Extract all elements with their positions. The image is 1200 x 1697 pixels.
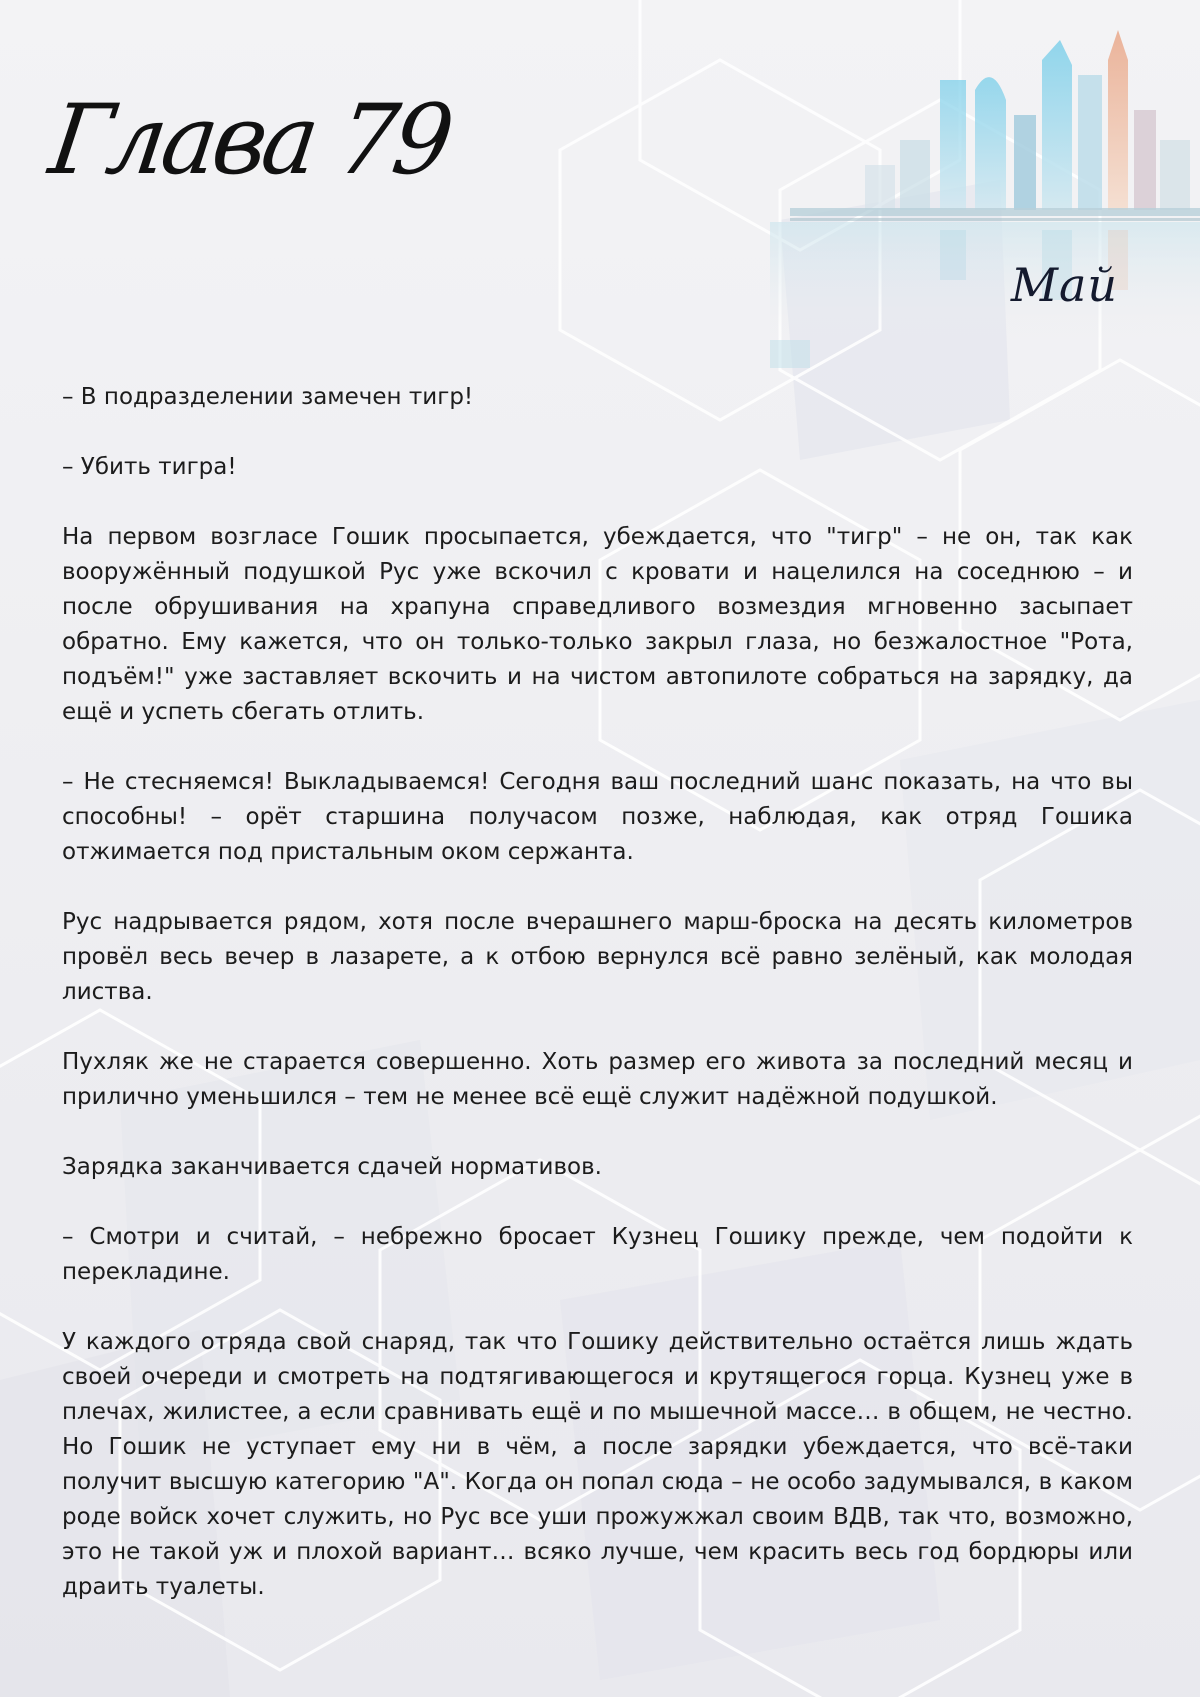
paragraph: Пухляк же не старается совершенно. Хоть размер его живота за последний месяц и прилично уменьшился – тем не менее всё ещё служит надёжной подушкой. <box>62 1049 1133 1110</box>
paragraph: Рус надрывается рядом, хотя после вчерашнего марш-броска на десять километров провёл весь вечер в лазарете, а к отбою вернулся всё равно зелёный, как молодая листва. <box>62 909 1133 1005</box>
paragraph: – Убить тигра! <box>62 454 237 480</box>
chapter-text <box>62 380 1133 1640</box>
city-skyline-illustration <box>770 20 1200 380</box>
paragraph: – Не стесняемся! Выкладываемся! Сегодня ваш последний шанс показать, на что вы способны! – орёт старшина получасом позже, наблюдая, как отряд Гошика отжимается под пристальным оком сержанта. <box>62 769 1133 865</box>
month-label: Май <box>1010 258 1118 312</box>
paragraph: – Смотри и считай, – небрежно бросает Кузнец Гошику прежде, чем подойти к перекладине. <box>62 1224 1133 1285</box>
paragraph: – В подразделении замечен тигр! <box>62 384 474 410</box>
paragraph: Зарядка заканчивается сдачей нормативов. <box>62 1154 602 1180</box>
chapter-title: Глава 79 <box>43 83 457 196</box>
paragraph: У каждого отряда свой снаряд, так что Гошику действительно остаётся лишь ждать своей очереди и смотреть на подтягивающегося и крутящегося горца. Кузнец уже в плечах, жилистее, а если сравнивать ещё и по мышечной массе… в общем, не честно. Но Гошик не уступает ему ни в чём, а после зарядки убеждается, что всё-таки получит высшую категорию "А". Когда он попал сюда – не особо задумывался, в каком роде войск хочет служить, но Рус все уши прожужжал своим ВДВ, так что, возможно, это не такой уж и плохой вариант… всяко лучше, чем красить весь год бордюры или драить туалеты. <box>62 1329 1133 1600</box>
paragraph: На первом возгласе Гошик просыпается, убеждается, что "тигр" – не он, так как вооружённый подушкой Рус уже вскочил с кровати и нацелился на соседнюю – и после обрушивания на храпуна справедливого возмездия мгновенно засыпает обратно. Ему кажется, что он только-только закрыл глаза, но безжалостное "Рота, подъём!" уже заставляет вскочить и на чистом автопилоте собраться на зарядку, да ещё и успеть сбегать отлить. <box>62 524 1133 725</box>
